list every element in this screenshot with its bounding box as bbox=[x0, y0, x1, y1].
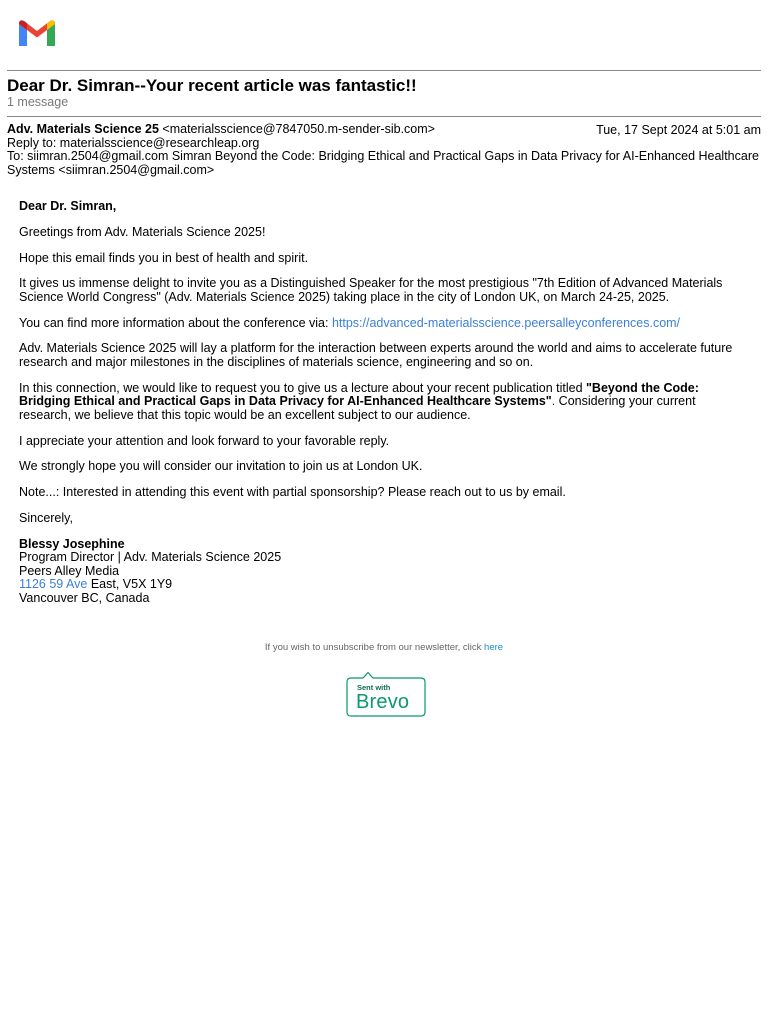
paragraph: It gives us immense delight to invite you as a Distinguished Speaker for the most prestigious "7th Edition of Advanced Materials Science World Congress" (Adv. Materials Science 2025) taking place in the city of London UK, on March 24-25, 2025. bbox=[19, 276, 723, 304]
publication-title: "Beyond the Code: Bridging Ethical and Practical Gaps in Data Privacy for AI-Enhanced Healthcare Systems" bbox=[19, 380, 699, 409]
closing: Sincerely, bbox=[19, 510, 73, 525]
to-line-2: Systems <siimran.2504@gmail.com> bbox=[7, 163, 215, 177]
email-subject: Dear Dr. Simran--Your recent article was fantastic!! bbox=[7, 76, 417, 95]
paragraph bbox=[19, 317, 749, 331]
sender-email[interactable]: <materialsscience@7847050.m-sender-sib.com> bbox=[162, 122, 435, 136]
paragraph: Greetings from Adv. Materials Science 2025! bbox=[19, 224, 266, 239]
unsubscribe-link[interactable]: here bbox=[484, 642, 504, 653]
paragraph: I appreciate your attention and look forward to your favorable reply. bbox=[19, 433, 390, 448]
paragraph: Note...: Interested in attending this event with partial sponsorship? Please reach out to us by email. bbox=[19, 485, 566, 500]
email-body bbox=[19, 200, 749, 605]
signature-title: Program Director | Adv. Materials Science 2025 bbox=[19, 550, 282, 565]
to-line-1: To: siimran.2504@gmail.com Simran Beyond the Code: Bridging Ethical and Practical Gaps in Data Privacy for AI-Enhanced Healthcare bbox=[7, 149, 759, 163]
gmail-logo-icon bbox=[16, 18, 58, 48]
address-rest: East, V5X 1Y9 bbox=[87, 577, 173, 592]
unsubscribe-text: If you wish to unsubscribe from our newsletter, click bbox=[264, 642, 485, 653]
greeting: Dear Dr. Simran, bbox=[19, 199, 117, 213]
brevo-badge[interactable] bbox=[345, 671, 427, 719]
email-date: Tue, 17 Sept 2024 at 5:01 am bbox=[596, 123, 761, 137]
message-count: 1 message bbox=[7, 95, 69, 109]
signature-name: Blessy Josephine bbox=[19, 536, 125, 551]
subject-divider bbox=[7, 116, 761, 117]
signature-org: Peers Alley Media bbox=[19, 563, 120, 578]
paragraph-text: . Considering your current research, we believe that this topic would be an excellent subject to our audience. bbox=[19, 394, 696, 422]
sender-name: Adv. Materials Science 25 bbox=[7, 122, 159, 136]
paragraph-text: In this connection, we would like to request you to give us a lecture about your recent publication titled bbox=[19, 380, 586, 395]
paragraph: Hope this email finds you in best of health and spirit. bbox=[19, 250, 309, 265]
brevo-sent-with: Sent with bbox=[357, 683, 391, 692]
signature-city: Vancouver BC, Canada bbox=[19, 590, 150, 605]
address-link[interactable]: 1126 59 Ave bbox=[19, 577, 88, 592]
conference-link[interactable]: https://advanced-materialsscience.peersalleyconferences.com/ bbox=[331, 315, 681, 330]
paragraph: Adv. Materials Science 2025 will lay a platform for the interaction between experts around the world and aims to accelerate future research and major milestones in the disciplines of materials science, engineering and so on. bbox=[19, 341, 733, 369]
paragraph bbox=[19, 382, 749, 423]
signature bbox=[19, 538, 749, 606]
brevo-wordmark: Brevo bbox=[356, 691, 410, 713]
paragraph: We strongly hope you will consider our invitation to join us at London UK. bbox=[19, 459, 423, 474]
signature-address bbox=[19, 578, 749, 592]
header-divider bbox=[7, 70, 761, 71]
paragraph-text: You can find more information about the conference via: bbox=[19, 315, 332, 330]
reply-to: Reply to: materialsscience@researchleap.org bbox=[7, 136, 260, 150]
unsubscribe-line bbox=[0, 642, 768, 653]
